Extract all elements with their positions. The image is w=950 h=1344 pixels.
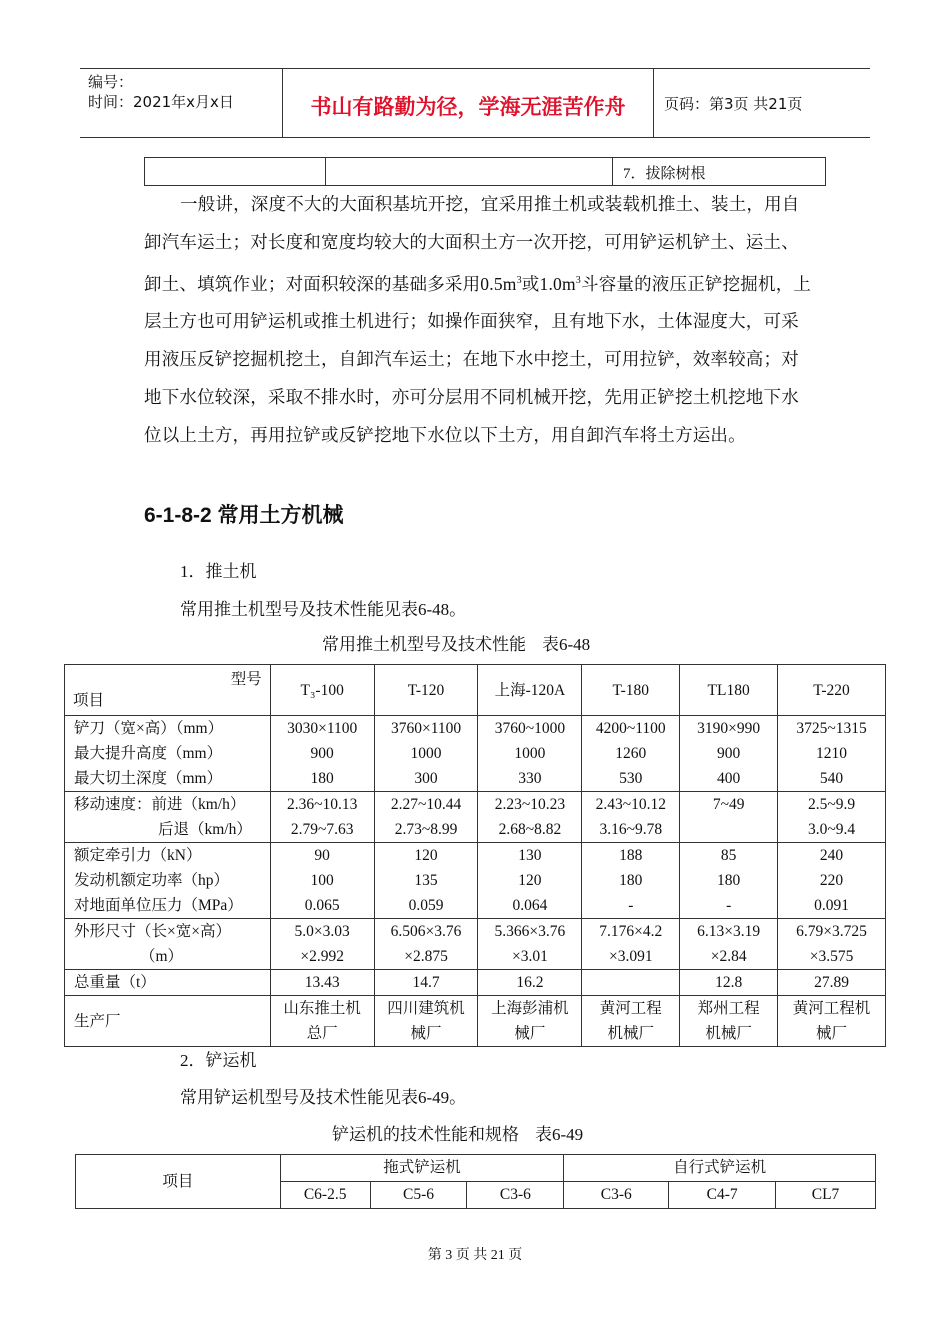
cell-line: 900	[310, 745, 334, 762]
cell-line: ×2.992	[300, 948, 344, 965]
table49-number: 表6-49	[535, 1125, 584, 1144]
table-divider	[612, 158, 613, 185]
cell-line: 3030×1100	[287, 720, 358, 737]
table48-row-label	[65, 996, 271, 1047]
table48-cell	[478, 970, 582, 996]
table48-model: TL180	[680, 665, 778, 716]
cell-line: ×3.575	[809, 948, 854, 965]
cell-line: 14.7	[412, 974, 440, 991]
table48-caption-text: 常用推土机型号及技术性能	[322, 635, 526, 655]
cell-line: 85	[720, 847, 737, 864]
page-footer: 第 3 页 共 21 页	[427, 1248, 523, 1263]
cell-line: 械厂	[410, 1025, 442, 1042]
table48-row-label	[65, 919, 271, 970]
number-label: 编号：	[88, 73, 134, 91]
table48-cell	[374, 970, 478, 996]
superscript: 3	[516, 274, 522, 286]
table48-corner-cell	[65, 665, 271, 716]
table49-model: C5-6	[370, 1182, 467, 1209]
cell-line: 530	[619, 770, 643, 787]
cell-line: 上海彭浦机	[491, 1000, 569, 1017]
table48-cell	[374, 996, 478, 1047]
cell-line: 120	[414, 847, 438, 864]
table48-caption	[322, 630, 590, 655]
cell-line: 2.79~7.63	[290, 821, 354, 838]
table49-group-self-propelled: 自行式铲运机	[564, 1155, 876, 1182]
header-motto-cell	[283, 69, 654, 137]
table49-model: C3-6	[564, 1182, 669, 1209]
table48-number: 表6-48	[542, 635, 591, 654]
cell-line: 3725~1315	[796, 720, 867, 737]
table49-caption-text: 铲运机的技术性能和规格	[332, 1125, 519, 1145]
cell-line: 90	[314, 847, 330, 864]
cell-line: 240	[819, 847, 844, 864]
cell-line: 400	[717, 770, 741, 787]
item2-description: 常用铲运机型号及技术性能见表6-49。	[180, 1088, 467, 1107]
table49-item-label: 项目	[76, 1155, 281, 1209]
paragraph-text: 或1.0m	[521, 273, 576, 294]
table48-cell	[374, 843, 478, 919]
page-info: 页码：第3页 共21页	[664, 95, 803, 113]
cell-line: 3760×1100	[390, 720, 462, 737]
cell-line: -	[726, 897, 732, 914]
table48-cell	[374, 716, 478, 792]
table49-model: C4-7	[669, 1182, 776, 1209]
row-label-line: 总重量（t）	[74, 974, 156, 991]
row-label-line: （m）	[140, 948, 184, 965]
cell-line: 黄河工程机	[792, 1000, 871, 1017]
table48-cell	[478, 919, 582, 970]
corner-model-label: 型号	[230, 671, 262, 688]
time-label: 时间：2021年x月x日	[88, 93, 234, 111]
paragraph-text: 一般讲，深度不大的大面积基坑开挖，宜采用推土机或装载机推土、装土，用自卸汽车运土；对长度和宽度均较大的大面积土方一次开挖，可用铲运机铲土、运土、卸土、填筑作业；对面积较深的基础多采用0.5m	[144, 194, 800, 294]
cell-line: 3190×990	[697, 720, 761, 737]
cell-line: 120	[518, 872, 542, 889]
header-meta-cell	[80, 69, 283, 137]
cell-line	[684, 817, 773, 842]
row-label-line: 生产厂	[74, 1012, 121, 1030]
table-header-row	[65, 665, 886, 716]
cell-line: 180	[619, 872, 643, 889]
table-row	[65, 919, 886, 970]
table48-cell	[270, 843, 374, 919]
cell-line: 1000	[514, 745, 546, 762]
cell-line: 总厂	[306, 1025, 338, 1042]
cell-line: 1000	[410, 745, 442, 762]
table48-cell	[778, 996, 886, 1047]
table48-cell	[374, 792, 478, 843]
cell-line: 5.0×3.03	[294, 923, 350, 940]
table-row	[65, 843, 886, 919]
table48-model: T-120	[374, 665, 478, 716]
cell-line: 械厂	[514, 1025, 546, 1042]
table48-cell	[778, 843, 886, 919]
cell-line: 2.5~9.9	[807, 796, 856, 813]
table48-cell	[778, 792, 886, 843]
row-label-line: 对地面单位压力（MPa）	[74, 897, 243, 914]
page-header	[80, 68, 870, 138]
cell-line: 6.13×3.19	[697, 923, 761, 940]
table49-caption	[332, 1120, 583, 1145]
row-label-line: 移动速度：前进（km/h）	[74, 796, 246, 813]
row-label-line: 外形尺寸（长×宽×高）	[74, 923, 231, 940]
cell-line: 2.27~10.44	[390, 796, 462, 813]
table48-cell	[582, 970, 680, 996]
table-6-48	[64, 664, 886, 1047]
table48-model: 上海-120A	[478, 665, 582, 716]
cell-line: 4200~1100	[595, 720, 666, 737]
cell-line: 27.89	[814, 974, 849, 991]
table48-cell	[680, 919, 778, 970]
table-row	[65, 996, 886, 1047]
table48-cell	[582, 792, 680, 843]
cell-line: 0.091	[814, 897, 849, 914]
table48-cell	[582, 716, 680, 792]
table48-cell	[478, 843, 582, 919]
table48-row-label	[65, 970, 271, 996]
header-page-cell	[654, 69, 870, 137]
cell-line: ×3.091	[608, 948, 653, 965]
cell-line: 3.16~9.78	[599, 821, 663, 838]
cell-line: 180	[717, 872, 741, 889]
table48-cell	[680, 792, 778, 843]
table48-cell	[582, 919, 680, 970]
cell-line: 7~49	[712, 796, 745, 813]
row-label-line: 铲刀（宽×高）（mm）	[74, 720, 224, 737]
cell-line: 135	[414, 872, 438, 889]
table-row	[65, 716, 886, 792]
cell-line: 900	[717, 745, 741, 762]
table-row	[65, 792, 886, 843]
table-row	[76, 1155, 876, 1182]
motto: 书山有路勤为径，学海无涯苦作舟	[310, 95, 626, 119]
superscript: 3	[575, 274, 581, 286]
table48-cell	[778, 716, 886, 792]
cell-line	[586, 970, 675, 995]
cell-line: 6.506×3.76	[390, 923, 462, 940]
cell-line: 6.79×3.725	[796, 923, 867, 940]
cell-line: 220	[819, 872, 844, 889]
cell-line: 12.8	[715, 974, 743, 991]
table48-cell	[374, 919, 478, 970]
cell-line: 机械厂	[607, 1025, 655, 1042]
body-paragraph	[144, 186, 816, 454]
cell-line: 300	[414, 770, 438, 787]
table48-cell	[680, 970, 778, 996]
cell-line: 2.43~10.12	[595, 796, 666, 813]
item2-heading: 2．铲运机	[180, 1051, 257, 1070]
table49-model: CL7	[776, 1182, 876, 1209]
cell-line: 2.73~8.99	[394, 821, 458, 838]
cell-line: 四川建筑机	[387, 1000, 465, 1017]
table49-model: C3-6	[467, 1182, 564, 1209]
table48-model: T-180	[582, 665, 680, 716]
table48-cell	[270, 792, 374, 843]
table48-cell	[270, 970, 374, 996]
row-label-line: 最大切土深度（mm）	[74, 770, 223, 787]
cell-line: 械厂	[816, 1025, 848, 1042]
table48-model: T₃-100	[270, 665, 374, 716]
cell-line: 2.23~10.23	[494, 796, 566, 813]
table48-cell	[478, 792, 582, 843]
table48-cell	[478, 716, 582, 792]
cell-line: -	[628, 897, 634, 914]
cell-line: ×3.01	[511, 948, 548, 965]
table48-cell	[680, 843, 778, 919]
table48-row-label	[65, 716, 271, 792]
cell-line: 山东推土机	[283, 1000, 361, 1017]
row-label-line: 额定牵引力（kN）	[74, 847, 202, 864]
cell-line: 2.68~8.82	[498, 821, 562, 838]
corner-item-label: 项目	[73, 692, 105, 709]
cell-line: 黄河工程	[599, 1000, 662, 1017]
cell-line: ×2.875	[404, 948, 448, 965]
cell-line: 1210	[816, 745, 848, 762]
cell-line: 0.059	[408, 897, 444, 914]
cell-line: 机械厂	[705, 1025, 752, 1042]
cell-line: 郑州工程	[697, 1000, 760, 1017]
continued-table	[144, 157, 826, 186]
paragraph-text: 斗容量的液压正铲挖掘机，上层土方也可用铲运机或推土机进行；如操作面狭窄，且有地下水，土体湿度大，可采用液压反铲挖掘机挖土，自卸汽车运土；在地下水中挖土，可用拉铲，效率较高；对地下水位较深，采取不排水时，亦可分层用不同机械开挖，先用正铲挖土机挖地下水位以上土方，再用拉铲或反铲挖地下水位以下土方，用自卸汽车将土方运出。	[144, 273, 812, 445]
corner-header	[65, 665, 270, 715]
cell-line: 180	[310, 770, 334, 787]
cell-line: 0.064	[512, 897, 548, 914]
cell-line: 330	[518, 770, 542, 787]
cell-line: 100	[310, 872, 334, 889]
cell-line: 130	[518, 847, 542, 864]
table49-model: C6-2.5	[280, 1182, 370, 1209]
table48-cell	[582, 996, 680, 1047]
table48-cell	[270, 919, 374, 970]
cell-line: 3760~1000	[494, 720, 566, 737]
section-title: 6-1-8-2 常用土方机械	[144, 504, 344, 527]
table48-cell	[778, 970, 886, 996]
cell-line: 1260	[615, 745, 647, 762]
table48-cell	[478, 996, 582, 1047]
table48-model: T-220	[778, 665, 886, 716]
row-label-line: 后退（km/h）	[158, 821, 252, 838]
table48-row-label	[65, 792, 271, 843]
cell-line: 0.065	[304, 897, 340, 914]
table48-cell	[680, 716, 778, 792]
table-divider	[325, 158, 326, 185]
cell-line: 16.2	[516, 974, 544, 991]
table48-row-label	[65, 843, 271, 919]
cell-line: 540	[819, 770, 844, 787]
row-label-line: 最大提升高度（mm）	[74, 745, 223, 762]
table48-cell	[680, 996, 778, 1047]
cell-line: 5.366×3.76	[494, 923, 566, 940]
table48-cell	[270, 996, 374, 1047]
row-label-line: 发动机额定功率（hp）	[74, 872, 230, 889]
cell-line: 13.43	[304, 974, 340, 991]
table-cell-text: 7．拔除树根	[623, 166, 706, 182]
cell-line: 188	[619, 847, 643, 864]
cell-line: ×2.84	[710, 948, 747, 965]
table-6-49	[75, 1154, 876, 1209]
cell-line: 7.176×4.2	[599, 923, 663, 940]
table48-cell	[270, 716, 374, 792]
table-row	[65, 970, 886, 996]
item1-description: 常用推土机型号及技术性能见表6-48。	[180, 600, 467, 619]
cell-line: 3.0~9.4	[807, 821, 856, 838]
cell-line: 2.36~10.13	[286, 796, 358, 813]
table48-cell	[778, 919, 886, 970]
item1-heading: 1．推土机	[180, 562, 257, 581]
table48-cell	[582, 843, 680, 919]
table49-group-towed: 拖式铲运机	[280, 1155, 564, 1182]
